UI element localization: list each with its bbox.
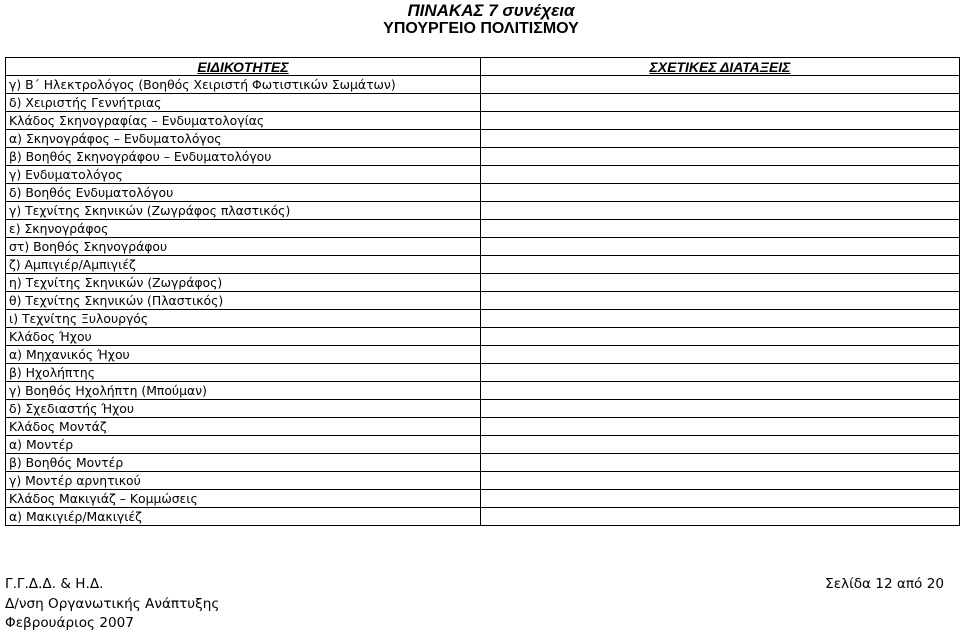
specialty-cell: Κλάδος Μακιγιάζ – Κομμώσεις: [6, 490, 481, 508]
specialty-cell: γ) Ενδυματολόγος: [6, 166, 481, 184]
provision-cell: [481, 454, 960, 472]
provision-cell: [481, 148, 960, 166]
table-row: [6, 220, 960, 238]
footer-department: Δ/νση Οργανωτικής Ανάπτυξης: [5, 595, 220, 612]
page-header: [0, 1, 960, 38]
provision-cell: [481, 418, 960, 436]
table-row: [6, 148, 960, 166]
provision-cell: [481, 112, 960, 130]
specialty-cell: Κλάδος Σκηνογραφίας – Ενδυματολογίας: [6, 112, 481, 130]
specialty-cell: α) Μοντέρ: [6, 436, 481, 454]
specialty-cell: β) Βοηθός Μοντέρ: [6, 454, 481, 472]
provision-cell: [481, 346, 960, 364]
specialty-cell: η) Τεχνίτης Σκηνικών (Ζωγράφος): [6, 274, 481, 292]
table-row: [6, 310, 960, 328]
specialty-cell: Κλάδος Μοντάζ: [6, 418, 481, 436]
specialty-cell: ι) Τεχνίτης Ξυλουργός: [6, 310, 481, 328]
provision-cell: [481, 364, 960, 382]
specialty-cell: γ) Μοντέρ αρνητικού: [6, 472, 481, 490]
table-row: [6, 382, 960, 400]
specialties-table: [5, 57, 960, 526]
table-row: [6, 130, 960, 148]
page-number: Σελίδα 12 από 20: [825, 576, 944, 592]
table-title: ΠΙΝΑΚΑΣ 7 συνέχεια: [407, 1, 575, 20]
specialty-cell: α) Σκηνογράφος – Ενδυματολόγος: [6, 130, 481, 148]
table-row: [6, 184, 960, 202]
table-row: [6, 400, 960, 418]
footer-date: Φεβρουάριος 2007: [5, 615, 134, 631]
provision-cell: [481, 490, 960, 508]
specialty-cell: στ) Βοηθός Σκηνογράφου: [6, 238, 481, 256]
specialty-cell: α) Μηχανικός Ήχου: [6, 346, 481, 364]
table-row: [6, 364, 960, 382]
specialty-cell: β) Βοηθός Σκηνογράφου – Ενδυματολόγου: [6, 148, 481, 166]
provision-cell: [481, 256, 960, 274]
provision-cell: [481, 184, 960, 202]
provision-cell: [481, 166, 960, 184]
table-row: [6, 328, 960, 346]
table-row: [6, 436, 960, 454]
table-row: [6, 238, 960, 256]
table-row: [6, 94, 960, 112]
specialty-cell: γ) Βοηθός Ηχολήπτη (Μπούμαν): [6, 382, 481, 400]
specialties-header: ΕΙΔΙΚΟΤΗΤΕΣ: [6, 58, 481, 76]
provision-cell: [481, 238, 960, 256]
specialty-cell: γ) Τεχνίτης Σκηνικών (Ζωγράφος πλαστικός): [6, 202, 481, 220]
provision-cell: [481, 472, 960, 490]
table-row: [6, 490, 960, 508]
specialty-cell: δ) Βοηθός Ενδυματολόγου: [6, 184, 481, 202]
ministry-title: ΥΠΟΥΡΓΕΙΟ ΠΟΛΙΤΙΣΜΟΥ: [383, 20, 579, 37]
specialty-cell: ε) Σκηνογράφος: [6, 220, 481, 238]
specialty-cell: ζ) Αμπιγιέρ/Αμπιγιέζ: [6, 256, 481, 274]
provision-cell: [481, 130, 960, 148]
footer-org: Γ.Γ.Δ.Δ. & Η.Δ.: [5, 576, 104, 592]
table-row: [6, 454, 960, 472]
table-row: [6, 292, 960, 310]
provision-cell: [481, 292, 960, 310]
provision-cell: [481, 220, 960, 238]
specialty-cell: Κλάδος Ήχου: [6, 328, 481, 346]
provision-cell: [481, 382, 960, 400]
table-body: [6, 76, 960, 526]
table-row: [6, 76, 960, 94]
provision-cell: [481, 274, 960, 292]
provision-cell: [481, 508, 960, 526]
provision-cell: [481, 436, 960, 454]
table-row: [6, 346, 960, 364]
provision-cell: [481, 76, 960, 94]
specialty-cell: δ) Χειριστής Γεννήτριας: [6, 94, 481, 112]
provision-cell: [481, 94, 960, 112]
table-header-row: [6, 58, 960, 76]
specialty-cell: β) Ηχολήπτης: [6, 364, 481, 382]
table-row: [6, 202, 960, 220]
specialty-cell: δ) Σχεδιαστής Ήχου: [6, 400, 481, 418]
provision-cell: [481, 328, 960, 346]
table-row: [6, 256, 960, 274]
provisions-header: ΣΧΕΤΙΚΕΣ ΔΙΑΤΑΞΕΙΣ: [481, 58, 960, 76]
table-row: [6, 166, 960, 184]
footer-left: [5, 575, 219, 634]
table-row: [6, 472, 960, 490]
table-row: [6, 508, 960, 526]
table-row: [6, 112, 960, 130]
provision-cell: [481, 202, 960, 220]
specialty-cell: γ) Β΄ Ηλεκτρολόγος (Βοηθός Χειριστή Φωτιστικών Σωμάτων): [6, 76, 481, 94]
provision-cell: [481, 310, 960, 328]
table-row: [6, 418, 960, 436]
specialty-cell: α) Μακιγιέρ/Μακιγιέζ: [6, 508, 481, 526]
provision-cell: [481, 400, 960, 418]
table-row: [6, 274, 960, 292]
specialty-cell: θ) Τεχνίτης Σκηνικών (Πλαστικός): [6, 292, 481, 310]
